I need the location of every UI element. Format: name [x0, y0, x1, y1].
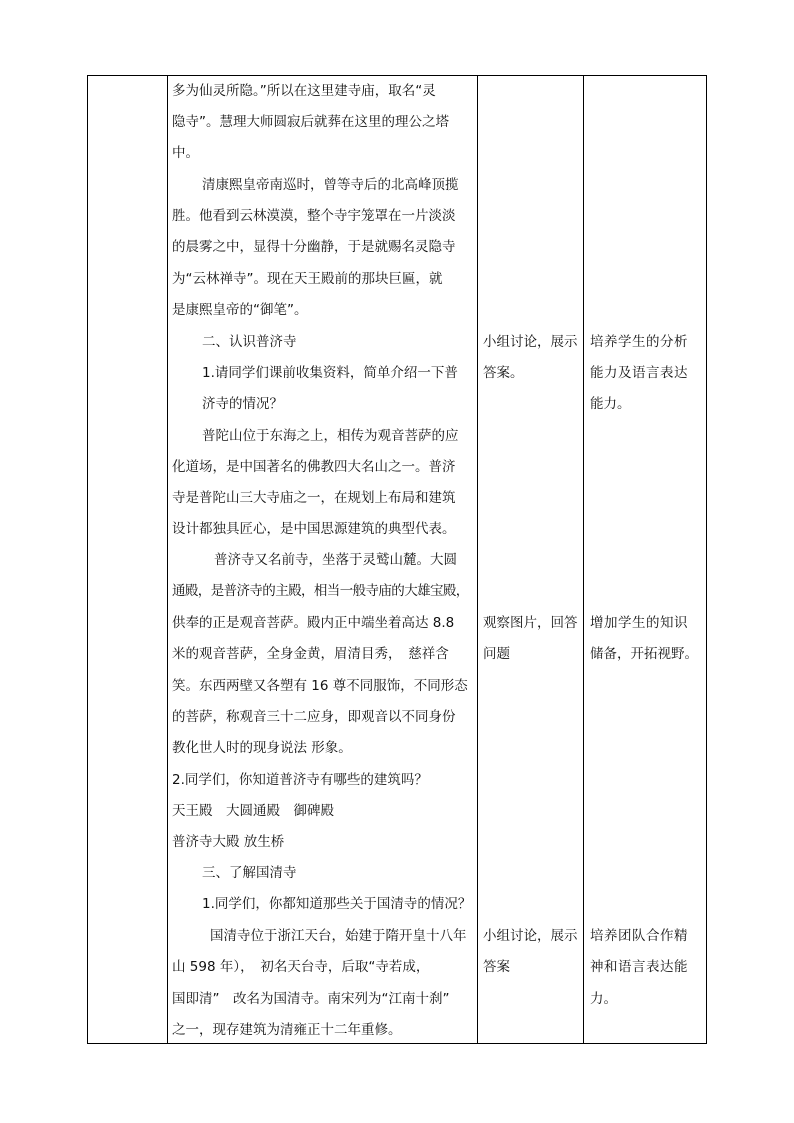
activity-line: 小组讨论，展示: [483, 928, 578, 944]
content-line: 山 598 年）， 初名天台寺，后取“寺若成，: [172, 959, 430, 975]
content-line: 笑。东西两壁又各塑有 16 尊不同服饰，不同形态: [172, 678, 468, 694]
content-line: 胜。他看到云林漠漠，整个寺宇笼罩在一片淡淡: [172, 208, 456, 224]
building-list-line: 天王殿 大圆通殿 御碑殿: [172, 803, 334, 819]
intent-line: 神和语言表达能: [590, 959, 688, 975]
content-line: 的晨雾之中，显得十分幽静，于是就赐名灵隐寺: [172, 239, 456, 255]
content-line: 的菩萨，称观音三十二应身，即观音以不同身份: [172, 709, 456, 725]
activity-line: 观察图片，回答: [483, 615, 578, 631]
design-intent-cell: [590, 0, 704, 1123]
activity-line: 答案: [483, 959, 510, 975]
intent-line: 能力及语言表达: [590, 365, 688, 381]
content-line: 寺是普陀山三大寺庙之一，在规划上布局和建筑: [172, 490, 456, 506]
content-line: 多为仙灵所隐。”所以在这里建寺庙，取名“灵: [172, 83, 436, 99]
section-heading: 二、认识普济寺: [202, 334, 297, 350]
lesson-content-cell: [172, 0, 474, 1123]
intent-line: 培养团队合作精: [590, 928, 688, 944]
content-line: 通殿，是普济寺的主殿，相当一般寺庙的大雄宝殿，: [172, 583, 469, 599]
question-line: 1.请同学们课前收集资料，简单介绍一下普: [202, 365, 458, 381]
content-line: 为“云林禅寺”。现在天王殿前的那块巨匾，就: [172, 271, 443, 287]
activity-line: 小组讨论，展示: [483, 334, 578, 350]
content-line: 普陀山位于东海之上，相传为观音菩萨的应: [202, 428, 459, 444]
content-line: 普济寺又名前寺，坐落于灵鹫山麓。大圆: [214, 552, 457, 568]
content-line: 教化世人时的现身说法 形象。: [172, 740, 352, 756]
content-line: 国即清” 改名为国清寺。南宋列为“江南十刹”: [172, 991, 450, 1007]
content-line: 中。: [172, 145, 199, 161]
activity-line: 问题: [483, 646, 510, 662]
activity-line: 答案。: [483, 365, 524, 381]
content-line: 米的观音菩萨，全身金黄，眉清目秀， 慈祥含: [172, 646, 449, 662]
intent-line: 能力。: [590, 396, 631, 412]
content-line: 化道场，是中国著名的佛教四大名山之一。普济: [172, 459, 456, 475]
intent-line: 力。: [590, 991, 617, 1007]
section-heading: 三、了解国清寺: [202, 865, 297, 881]
building-list-line: 普济寺大殿 放生桥: [172, 834, 285, 850]
intent-line: 培养学生的分析: [590, 334, 688, 350]
question-line: 济寺的情况？: [202, 396, 283, 412]
content-line: 设计都独具匠心，是中国思源建筑的典型代表。: [172, 521, 456, 537]
content-line: 国清寺位于浙江天台，始建于隋开皇十八年: [210, 928, 467, 944]
content-line: 隐寺”。慧理大师圆寂后就葬在这里的理公之塔: [172, 114, 449, 130]
content-line: 之一，现存建筑为清雍正十二年重修。: [172, 1022, 402, 1038]
content-line: 清康熙皇帝南巡时，曾等寺后的北高峰顶揽: [202, 177, 459, 193]
question-line: 1.同学们，你都知道那些关于国清寺的情况？: [202, 896, 472, 912]
question-line: 2.同学们，你知道普济寺有哪些的建筑吗？: [172, 772, 428, 788]
intent-line: 储备，开拓视野。: [590, 646, 698, 662]
intent-line: 增加学生的知识: [590, 615, 688, 631]
content-line: 供奉的正是观音菩萨。殿内正中端坐着高达 8.8: [172, 615, 455, 631]
content-line: 是康熙皇帝的“御笔”。: [172, 302, 308, 318]
student-activity-cell: [483, 0, 581, 1123]
